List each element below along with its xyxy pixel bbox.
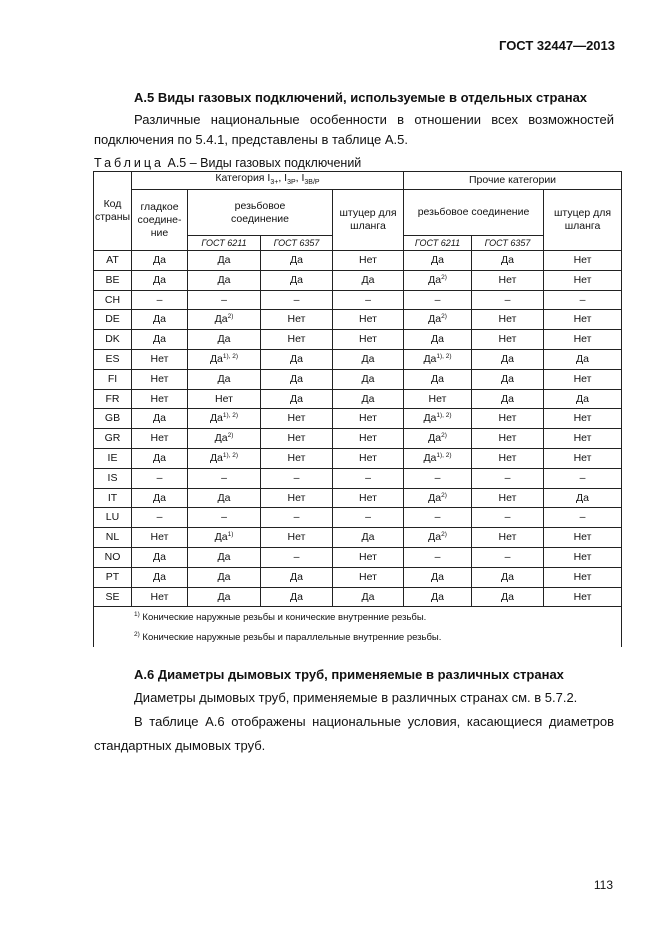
footnote-mark: 1), 2) [436, 451, 452, 459]
value-cell: – [261, 508, 333, 528]
value-cell: Да [132, 548, 188, 568]
value-cell: – [472, 290, 544, 310]
footnote-mark: 1), 2) [222, 352, 239, 360]
value-cell: Нет [132, 369, 188, 389]
value-cell: $Да^{1), 2)}$ [404, 350, 472, 370]
value-cell: Да [188, 270, 261, 290]
table-row [94, 488, 622, 508]
country-code-cell: IS [94, 468, 132, 488]
table-row [94, 310, 622, 330]
value-cell: Да [333, 369, 404, 389]
value-cell: Да [404, 330, 472, 350]
value-cell: Да [261, 369, 333, 389]
value-cell: Нет [544, 429, 622, 449]
value-cell: – [404, 290, 472, 310]
value-cell: Да [333, 350, 404, 370]
country-code-cell: ES [94, 350, 132, 370]
section-a5-heading: А.5 Виды газовых подключений, используемые в отдельных странах [134, 90, 588, 105]
value-cell: $Да^{2)}$ [404, 488, 472, 508]
table-row [94, 270, 622, 290]
value-cell: Да [544, 350, 622, 370]
value-cell: – [261, 548, 333, 568]
section-a5-paragraph-line1: Различные национальные особенности в отношении всех возможностей [134, 112, 614, 127]
table-row [94, 290, 622, 310]
table-notes [94, 607, 622, 648]
footnote-mark: 1) [227, 531, 234, 539]
value-cell: Да [188, 251, 261, 271]
value-cell: Нет [544, 409, 622, 429]
value-cell: Да [404, 251, 472, 271]
value-cell: Да [188, 548, 261, 568]
value-cell: Нет [333, 488, 404, 508]
value-cell: $Да^{1)}$ [188, 528, 261, 548]
value-cell: – [188, 508, 261, 528]
value-cell: Да [333, 528, 404, 548]
header-gost-6211-b: ГОСТ 6211 [404, 236, 472, 251]
value-cell: Да [472, 251, 544, 271]
section-a6-paragraph1: Диаметры дымовых труб, применяемые в различных странах см. в 5.7.2. [134, 690, 578, 705]
value-cell: Нет [261, 310, 333, 330]
value-cell: Да [261, 350, 333, 370]
footnote-row [94, 607, 622, 628]
value-cell: Нет [261, 449, 333, 469]
value-cell: Нет [333, 567, 404, 587]
value-cell: – [544, 290, 622, 310]
value-cell: Нет [333, 251, 404, 271]
value-cell: Да [132, 330, 188, 350]
section-a6-paragraph2-line1: В таблице А.6 отображены национальные условия, касающиеся диаметров [134, 714, 614, 729]
footnote-mark: 2) [227, 313, 234, 321]
country-code-cell: DE [94, 310, 132, 330]
footnote-mark: 1), 2) [436, 352, 452, 360]
header-hose-fitting-a: штуцер для шланга [333, 190, 404, 251]
value-cell: Нет [544, 567, 622, 587]
value-cell: Нет [132, 429, 188, 449]
footnote-text: $^{2)}$ Конические наружные резьбы и параллельные внутренние резьбы. [94, 627, 622, 647]
table-row [94, 528, 622, 548]
header-gost-6211-a: ГОСТ 6211 [188, 236, 261, 251]
header-other-categories: Прочие категории [404, 172, 622, 190]
value-cell: – [404, 468, 472, 488]
table-row [94, 587, 622, 607]
value-cell: Да [261, 587, 333, 607]
value-cell: – [188, 290, 261, 310]
country-code-cell: IT [94, 488, 132, 508]
value-cell: Да [261, 251, 333, 271]
table-caption-prefix: Таблица [94, 156, 165, 170]
value-cell: Нет [472, 429, 544, 449]
value-cell: Нет [472, 270, 544, 290]
value-cell: Да [472, 389, 544, 409]
value-cell: Да [544, 488, 622, 508]
header-threaded-connection-a: резьбовое соединение [188, 190, 333, 236]
value-cell: Нет [333, 548, 404, 568]
value-cell: Да [261, 270, 333, 290]
value-cell: – [472, 548, 544, 568]
header-threaded-connection-b: резьбовое соединение [404, 190, 544, 236]
value-cell: $Да^{1), 2)}$ [404, 409, 472, 429]
table-row [94, 369, 622, 389]
country-code-cell: GR [94, 429, 132, 449]
header-country-code: Код страны [94, 172, 132, 251]
value-cell: Да [404, 369, 472, 389]
country-code-cell: LU [94, 508, 132, 528]
gas-connections-table [93, 171, 622, 647]
value-cell: Да [132, 449, 188, 469]
value-cell: Нет [132, 389, 188, 409]
value-cell: $Да^{2)}$ [404, 270, 472, 290]
value-cell: Нет [333, 429, 404, 449]
value-cell: Да [132, 251, 188, 271]
value-cell: Нет [544, 548, 622, 568]
table-row [94, 330, 622, 350]
value-cell: Да [188, 330, 261, 350]
value-cell: – [333, 508, 404, 528]
value-cell: – [404, 548, 472, 568]
value-cell: Да [188, 587, 261, 607]
country-code-cell: NL [94, 528, 132, 548]
value-cell: Да [132, 270, 188, 290]
country-code-cell: IE [94, 449, 132, 469]
value-cell: – [132, 290, 188, 310]
footnote-mark: 1), 2) [436, 412, 452, 420]
table-row [94, 389, 622, 409]
value-cell: Нет [261, 409, 333, 429]
country-code-cell: AT [94, 251, 132, 271]
value-cell: Нет [544, 270, 622, 290]
country-code-cell: PT [94, 567, 132, 587]
value-cell: – [261, 468, 333, 488]
value-cell: Да [333, 389, 404, 409]
value-cell: Нет [472, 488, 544, 508]
value-cell: $Да^{1), 2)}$ [404, 449, 472, 469]
table-row [94, 468, 622, 488]
value-cell: Нет [333, 330, 404, 350]
value-cell: Нет [132, 587, 188, 607]
value-cell: – [132, 508, 188, 528]
value-cell: – [333, 468, 404, 488]
value-cell: Да [132, 310, 188, 330]
value-cell: Нет [404, 389, 472, 409]
value-cell: $Да^{2)}$ [404, 310, 472, 330]
value-cell: Нет [132, 350, 188, 370]
value-cell: Нет [188, 389, 261, 409]
value-cell: Нет [333, 409, 404, 429]
header-gost-6357-b: ГОСТ 6357 [472, 236, 544, 251]
document-id: ГОСТ 32447—2013 [499, 38, 615, 53]
table-row [94, 251, 622, 271]
value-cell: Нет [261, 488, 333, 508]
value-cell: Нет [472, 310, 544, 330]
value-cell: Да [188, 567, 261, 587]
footnote-mark: 2) [441, 273, 447, 281]
value-cell: Нет [472, 330, 544, 350]
value-cell: Да [261, 567, 333, 587]
table-row [94, 449, 622, 469]
header-hose-fitting-b: штуцер для шланга [544, 190, 622, 251]
value-cell: Нет [472, 528, 544, 548]
table-row [94, 429, 622, 449]
footnote-row [94, 627, 622, 647]
value-cell: Да [472, 350, 544, 370]
value-cell: Да [472, 369, 544, 389]
value-cell: Нет [544, 251, 622, 271]
value-cell: Да [188, 369, 261, 389]
country-code-cell: DK [94, 330, 132, 350]
value-cell: – [544, 508, 622, 528]
table-row [94, 409, 622, 429]
value-cell: Нет [261, 528, 333, 548]
table-row [94, 508, 622, 528]
value-cell: Да [333, 270, 404, 290]
footnote-mark: 1), 2) [222, 451, 239, 459]
table-body [94, 251, 622, 607]
value-cell: Да [188, 488, 261, 508]
header-category-i3: Категория $I_{3+}$, $I_{3P}$, $I_{3B/P}$ [132, 172, 404, 190]
value-cell: $Да^{1), 2)}$ [188, 449, 261, 469]
value-cell: Да [404, 587, 472, 607]
value-cell: Нет [472, 409, 544, 429]
value-cell: Нет [472, 449, 544, 469]
table-row [94, 548, 622, 568]
footnote-mark: 2) [441, 432, 447, 440]
value-cell: Нет [544, 310, 622, 330]
value-cell: Да [472, 587, 544, 607]
section-a6-paragraph2-line2: стандартных дымовых труб. [94, 738, 266, 753]
value-cell: – [404, 508, 472, 528]
value-cell: Да [132, 567, 188, 587]
value-cell: Нет [261, 429, 333, 449]
footnote-mark: 2) [441, 531, 447, 539]
section-a5-paragraph-line2: подключения по 5.4.1, представлены в таблице А.5. [94, 132, 408, 147]
value-cell: – [544, 468, 622, 488]
table-caption-title: А.5 – Виды газовых подключений [164, 156, 362, 170]
section-a6-heading: А.6 Диаметры дымовых труб, применяемые в различных странах [134, 667, 564, 682]
value-cell: Нет [544, 330, 622, 350]
footnote-mark: 2) [441, 491, 447, 499]
value-cell: $Да^{2)}$ [188, 429, 261, 449]
country-code-cell: FR [94, 389, 132, 409]
value-cell: – [333, 290, 404, 310]
value-cell: $Да^{2)}$ [404, 429, 472, 449]
table-row [94, 350, 622, 370]
value-cell: – [188, 468, 261, 488]
footnote-text: $^{1)}$ Конические наружные резьбы и конические внутренние резьбы. [94, 607, 622, 628]
value-cell: Да [544, 389, 622, 409]
value-cell: Да [132, 409, 188, 429]
value-cell: $Да^{2)}$ [188, 310, 261, 330]
value-cell: – [132, 468, 188, 488]
country-code-cell: GB [94, 409, 132, 429]
country-code-cell: NO [94, 548, 132, 568]
footnote-mark: 1), 2) [222, 412, 239, 420]
header-gost-6357-a: ГОСТ 6357 [261, 236, 333, 251]
value-cell: Нет [544, 587, 622, 607]
value-cell: $Да^{1), 2)}$ [188, 409, 261, 429]
footnote-mark: 2) [441, 313, 447, 321]
value-cell: Нет [261, 330, 333, 350]
value-cell: Нет [544, 369, 622, 389]
value-cell: Да [333, 587, 404, 607]
country-code-cell: CH [94, 290, 132, 310]
value-cell: Да [472, 567, 544, 587]
value-cell: Нет [333, 449, 404, 469]
value-cell: – [472, 468, 544, 488]
footnote-mark: 2) [227, 432, 234, 440]
value-cell: Да [132, 488, 188, 508]
value-cell: $Да^{1), 2)}$ [188, 350, 261, 370]
value-cell: – [261, 290, 333, 310]
value-cell: Нет [544, 449, 622, 469]
country-code-cell: BE [94, 270, 132, 290]
page-number: 113 [593, 878, 613, 892]
table-caption [94, 156, 361, 170]
value-cell: Нет [333, 310, 404, 330]
value-cell: Да [261, 389, 333, 409]
value-cell: – [472, 508, 544, 528]
header-smooth-connection: гладкое соедине- ние [132, 190, 188, 251]
table-row [94, 567, 622, 587]
country-code-cell: SE [94, 587, 132, 607]
value-cell: $Да^{2)}$ [404, 528, 472, 548]
value-cell: Да [404, 567, 472, 587]
value-cell: Нет [544, 528, 622, 548]
value-cell: Нет [132, 528, 188, 548]
country-code-cell: FI [94, 369, 132, 389]
